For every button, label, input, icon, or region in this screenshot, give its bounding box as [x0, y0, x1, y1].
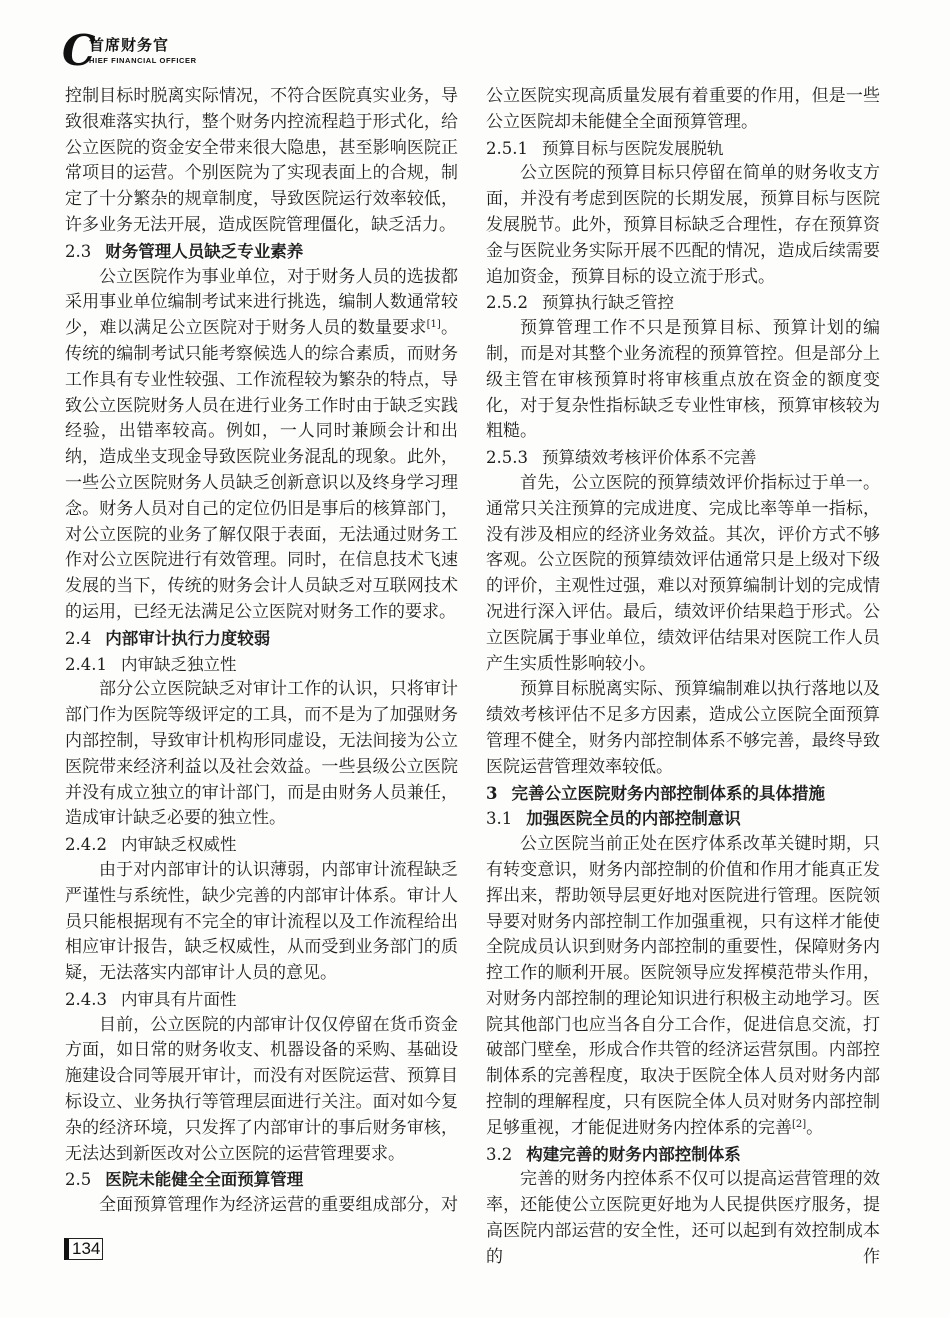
subsection-heading — [65, 832, 458, 858]
subsection-title: 预算绩效考核评价体系不完善 — [542, 448, 757, 468]
section-number: 3.2 — [486, 1144, 513, 1164]
section-number: 2.5 — [65, 1170, 92, 1190]
subsection-title: 预算执行缺乏管控 — [542, 293, 674, 313]
right-column — [486, 84, 880, 1271]
section-heading — [65, 626, 458, 652]
subsection-heading — [486, 445, 880, 471]
subsection-number: 2.4.1 — [65, 654, 107, 674]
subsection-number: 2.4.3 — [65, 989, 107, 1009]
section-heading — [486, 806, 880, 832]
section-title: 财务管理人员缺乏专业素养 — [105, 241, 304, 261]
section-heading — [65, 1167, 458, 1193]
paragraph-text: 公立医院当前正处在医疗体系改革关键时期，只有转变意识，财务内部控制的价值和作用才能真正发挥出来，帮助领导层更好地对医院进行管理。医院领导要对财务内部控制工作加强重视，只有这样才能使全院成员认识到财务内部控制的重要性，保障财务内控工作的顺利开展。医院领导应发挥模范带头作用，对财务内部控制的理论知识进行积极主动地学习。医院其他部门也应当各自分工合作，促进信息交流，打破部门壁垒，形成合作共管的经济运营氛围。内部控制体系的完善程度，取决于医院全体人员对财务内部控制的理解程度，只有医院全体人员对财务内部控制足够重视，才能促进财务内控体系的完善 — [486, 834, 880, 1138]
paragraph-text: 。 — [806, 1117, 824, 1138]
subsection-title: 内审具有片面性 — [121, 989, 237, 1009]
paragraph: 完善的财务内控体系不仅可以提高运营管理的效率，还能使公立医院更好地为人民提供医疗服务，提高医院内部运营的安全性，还可以起到有效控制成本的作 — [486, 1169, 880, 1267]
paragraph: 公立医院实现高质量发展有着重要的作用，但是一些公立医院却未能健全全面预算管理。 — [486, 86, 880, 132]
section-number: 3.1 — [486, 809, 513, 829]
paragraph: 全面预算管理作为经济运营的重要组成部分，对 — [99, 1195, 458, 1216]
paragraph: 预算管理工作不只是预算目标、预算计划的编制，而是对其整个业务流程的预算管控。但是部分上级主管在审核预算时将审核重点放在资金的额度变化，对于复杂性指标缺乏专业性审核，预算审核较为粗糙。 — [486, 318, 880, 442]
logo-title-cn: 首席财务官 — [89, 36, 170, 54]
paragraph: 公立医院的预算目标只停留在简单的财务收支方面，并没有考虑到医院的长期发展，预算目标与医院发展脱节。此外，预算目标缺乏合理性，存在预算资金与医院业务实际开展不匹配的情况，造成后续需要追加资金，预算目标的设立流于形式。 — [486, 163, 880, 287]
paragraph-text: 公立医院作为事业单位，对于财务人员的选拔都采用事业单位编制考试来进行挑选，编制人数通常较少，难以满足公立医院对于财务人员的数量要求 — [65, 266, 458, 339]
section-number: 2.4 — [65, 628, 92, 648]
logo-title-en: HIEF FINANCIAL OFFICER — [89, 56, 197, 65]
section-heading — [65, 239, 458, 265]
paragraph — [65, 265, 458, 626]
section-title: 医院未能健全全面预算管理 — [105, 1170, 304, 1190]
paragraph: 由于对内部审计的认识薄弱，内部审计流程缺乏严谨性与系统性，缺少完善的内部审计体系。审计人员只能根据现有不完全的审计流程以及工作流程给出相应审计报告，缺乏权威性，从而受到业务部门的质疑，无法落实内部审计人员的意见。 — [65, 859, 458, 984]
section-title: 内部审计执行力度较弱 — [105, 628, 271, 648]
chapter-title: 完善公立医院财务内部控制体系的具体措施 — [511, 783, 825, 803]
section-title: 构建完善的财务内部控制体系 — [526, 1144, 741, 1164]
paragraph-text: 。传统的编制考试只能考察候选人的综合素质，而财务工作具有专业性较强、工作流程较为繁杂的特点，导致公立医院财务人员在进行业务工作时由于缺乏实践经验，出错率较高。例如，一人同时兼顾会计和出纳，造成坐支现金导致医院业务混乱的现象。此外，一些公立医院财务人员缺乏创新意识以及终身学习理念。财务人员对自己的定位仍旧是事后的核算部门，对公立医院的业务了解仅限于表面，无法通过财务工作对公立医院进行有效管理。同时，在信息技术飞速发展的当下，传统的财务会计人员缺乏对互联网技术的运用，已经无法满足公立医院对财务工作的要求。 — [65, 318, 459, 622]
subsection-heading — [65, 987, 458, 1013]
subsection-number: 2.5.2 — [486, 293, 528, 313]
page-number: 134 — [64, 1238, 103, 1260]
section-heading — [486, 1142, 880, 1168]
paragraph: 控制目标时脱离实际情况，不符合医院真实业务，导致很难落实执行，整个财务内控流程趋于形式化，给公立医院的资金安全带来很大隐患，甚至影响医院正常项目的运营。个别医院为了实现表面上的合规，制定了十分繁杂的规章制度，导致医院运行效率较低，许多业务无法开展，造成医院管理僵化，缺乏活力。 — [65, 86, 458, 235]
subsection-number: 2.5.1 — [486, 138, 528, 158]
subsection-heading — [486, 290, 880, 316]
section-title: 加强医院全员的内部控制意识 — [526, 809, 741, 829]
citation-ref: [2] — [792, 1118, 807, 1130]
chapter-number: 3 — [486, 783, 498, 803]
subsection-heading — [486, 136, 880, 162]
paragraph: 目前，公立医院的内部审计仅仅停留在货币资金方面，如日常的财务收支、机器设备的采购、基础设施建设合同等展开审计，而没有对医院运营、预算目标设立、业务执行等管理层面进行关注。面对如今复杂的经济环境，只发挥了内部审计的事后财务审核，无法达到新医改对公立医院的运营管理要求。 — [65, 1014, 458, 1164]
left-column — [65, 84, 458, 1219]
subsection-title: 内审缺乏独立性 — [121, 654, 237, 674]
logo-letter: C — [62, 26, 96, 75]
journal-logo — [62, 26, 232, 76]
subsection-heading — [65, 652, 458, 678]
subsection-number: 2.5.3 — [486, 448, 528, 468]
chapter-heading — [486, 781, 880, 807]
paragraph: 部分公立医院缺乏对审计工作的认识，只将审计部门作为医院等级评定的工具，而不是为了加强财务内部控制，导致审计机构形同虚设，无法间接为公立医院带来经济利益以及社会效益。一些县级公立医院并没有成立独立的审计部门，而是由财务人员兼任，造成审计缺乏必要的独立性。 — [65, 679, 458, 829]
paragraph: 预算目标脱离实际、预算编制难以执行落地以及绩效考核评估不足多方因素，造成公立医院全面预算管理不健全，财务内部控制体系不够完善，最终导致医院运营管理效率较低。 — [486, 679, 880, 777]
subsection-title: 内审缺乏权威性 — [121, 835, 237, 855]
paragraph: 首先，公立医院的预算绩效评价指标过于单一。通常只关注预算的完成进度、完成比率等单一指标，没有涉及相应的经济业务效益。其次，评价方式不够客观。公立医院的预算绩效评估通常只是上级对下级的评价，主观性过强，难以对预算编制计划的完成情况进行深入评估。最后，绩效评价结果趋于形式。公立医院属于事业单位，绩效评估结果对医院工作人员产生实质性影响较小。 — [486, 472, 880, 674]
subsection-title: 预算目标与医院发展脱轨 — [542, 138, 724, 158]
citation-ref: [1] — [426, 319, 441, 331]
section-number: 2.3 — [65, 241, 92, 261]
subsection-number: 2.4.2 — [65, 835, 107, 855]
paragraph — [486, 832, 880, 1142]
